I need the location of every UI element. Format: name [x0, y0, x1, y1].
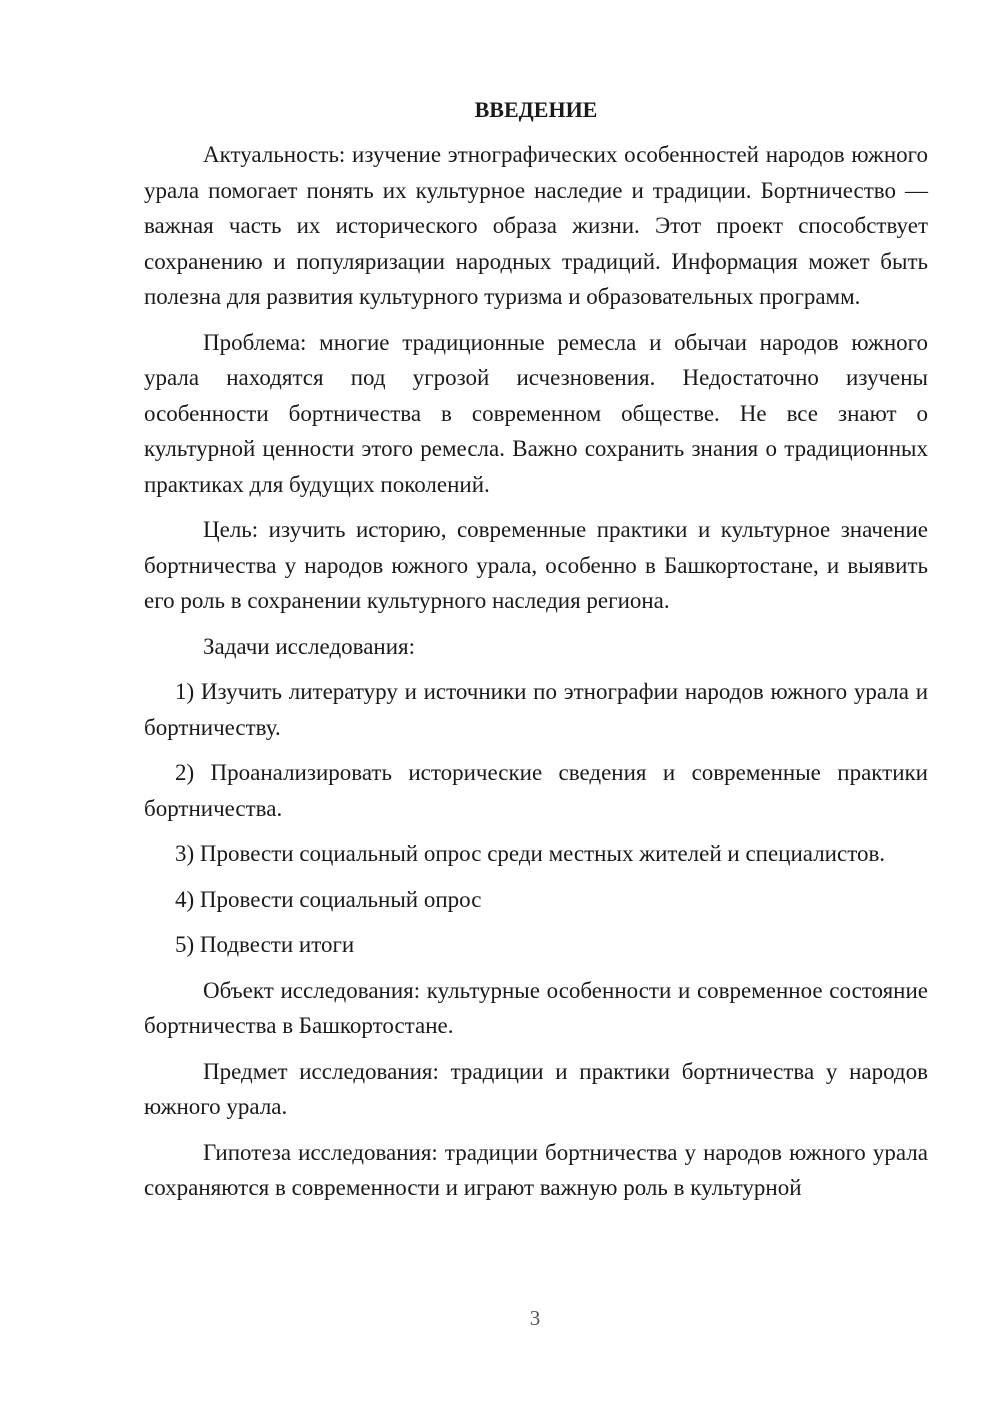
task-item-4: 4) Провести социальный опрос [175, 886, 482, 912]
hypothesis-paragraph: Гипотеза исследования: традиции бортничества у народов южного урала сохраняются в современности и играют важную роль в культурной [144, 1139, 928, 1200]
task-item-1: 1) Изучить литературу и источники по этнографии народов южного урала и бортничеству. [144, 679, 928, 740]
tasks-heading: Задачи исследования: [203, 633, 416, 659]
task-item-2: 2) Проанализировать исторические сведения и современные практики бортничества. [144, 760, 928, 821]
task-item-5: 5) Подвести итоги [175, 932, 355, 957]
subject-paragraph: Предмет исследования: традиции и практики бортничества у народов южного урала. [144, 1058, 928, 1119]
object-paragraph: Объект исследования: культурные особенности и современное состояние бортничества в Башкортостане. [144, 977, 928, 1038]
document-page [144, 92, 928, 1216]
task-item-3: 3) Провести социальный опрос среди местных жителей и специалистов. [175, 841, 886, 866]
page-number: 3 [529, 1306, 541, 1330]
problem-paragraph: Проблема: многие традиционные ремесла и обычаи народов южного урала находятся под угрозой исчезновения. Недостаточно изучены особенности бортничества в современном обществе. Не все знают о культурной ценности этого ремесла. Важно сохранить знания о традиционных практиках для будущих поколений. [144, 329, 928, 497]
goal-paragraph: Цель: изучить историю, современные практики и культурное значение бортничества у народов южного урала, особенно в Башкортостане, и выявить его роль в сохранении культурного наследия региона. [144, 517, 928, 613]
page-title: ВВЕДЕНИЕ [474, 97, 598, 122]
relevance-paragraph: Актуальность: изучение этнографических особенностей народов южного урала помогает понять их культурное наследие и традиции. Бортничество — важная часть их исторического образа жизни. Этот проект способствует сохранению и популяризации народных традиций. Информация может быть полезна для развития культурного туризма и образовательных программ. [144, 142, 928, 309]
